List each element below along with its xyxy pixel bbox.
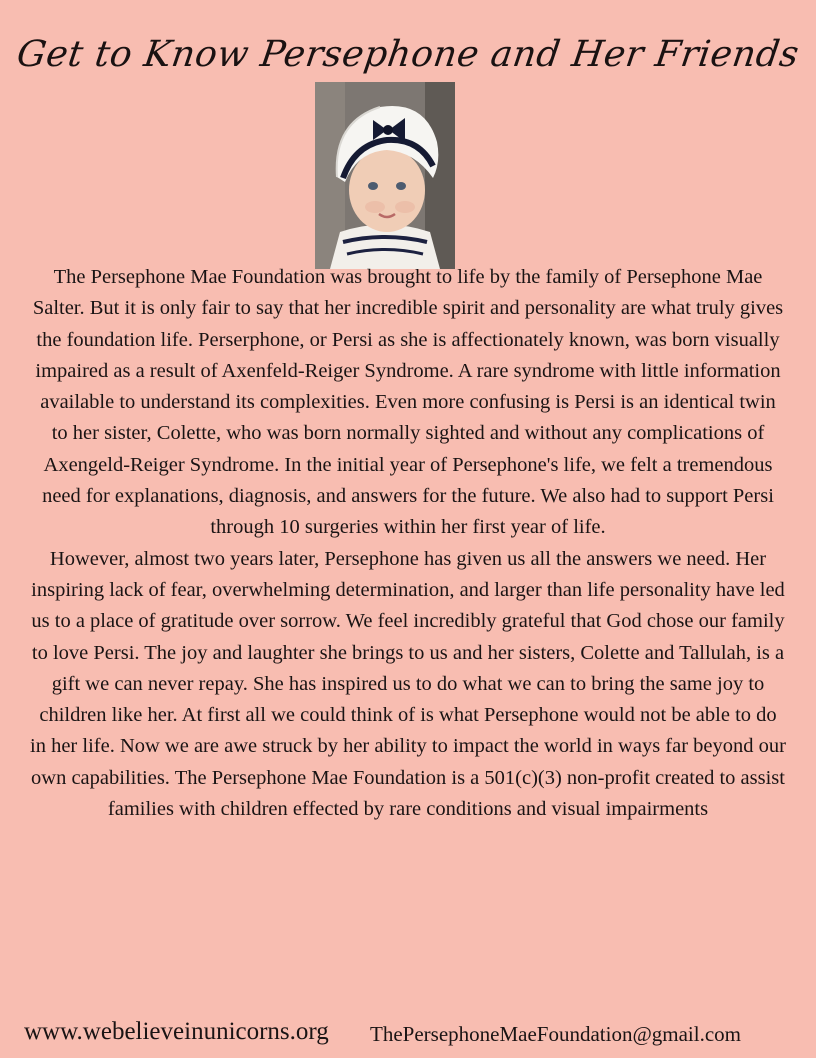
paragraph-mission: However, almost two years later, Persephone has given us all the answers we need. Her inspiring lack of fear, overwhelming determination, and larger than life personality have led us to a place of gratitude over sorrow. We feel incredibly grateful that God chose our family to love Persi. The joy and laughter she brings to us and her sisters, Colette and Tallulah, is a gift we can never repay. She has inspired us to do what we can to bring the same joy to children like her. At first all we could think of is what Persephone would not be able to do in her life. Now we are awe struck by her ability to impact the world in ways far beyond our own capabilities. The Persephone Mae Foundation is a 501(c)(3) non-profit created to assist families with children effected by rare conditions and visual impairments	[30, 547, 786, 821]
body-text	[30, 262, 786, 825]
page-title: Get to Know Persephone and Her Friends	[14, 34, 802, 75]
child-photo	[315, 82, 455, 269]
website-link[interactable]: www.webelieveinunicorns.org	[24, 1018, 329, 1045]
email-link[interactable]: ThePersephoneMaeFoundation@gmail.com	[370, 1022, 742, 1046]
paragraph-origin: The Persephone Mae Foundation was brought to life by the family of Persephone Mae Salter. But it is only fair to say that her incredible spirit and personality are what truly gives the foundation life. Perserphone, or Persi as she is affectionately known, was born visually impaired as a result of Axenfeld-Reiger Syndrome. A rare syndrome with little information available to understand its complexities. Even more confusing is Persi is an identical twin to her sister, Colette, who was born normally sighted and without any complications of Axengeld-Reiger Syndrome. In the initial year of Persephone's life, we felt a tremendous need for explanations, diagnosis, and answers for the future. We also had to support Persi through 10 surgeries within her first year of life.	[32, 266, 784, 539]
footer	[0, 1018, 816, 1058]
